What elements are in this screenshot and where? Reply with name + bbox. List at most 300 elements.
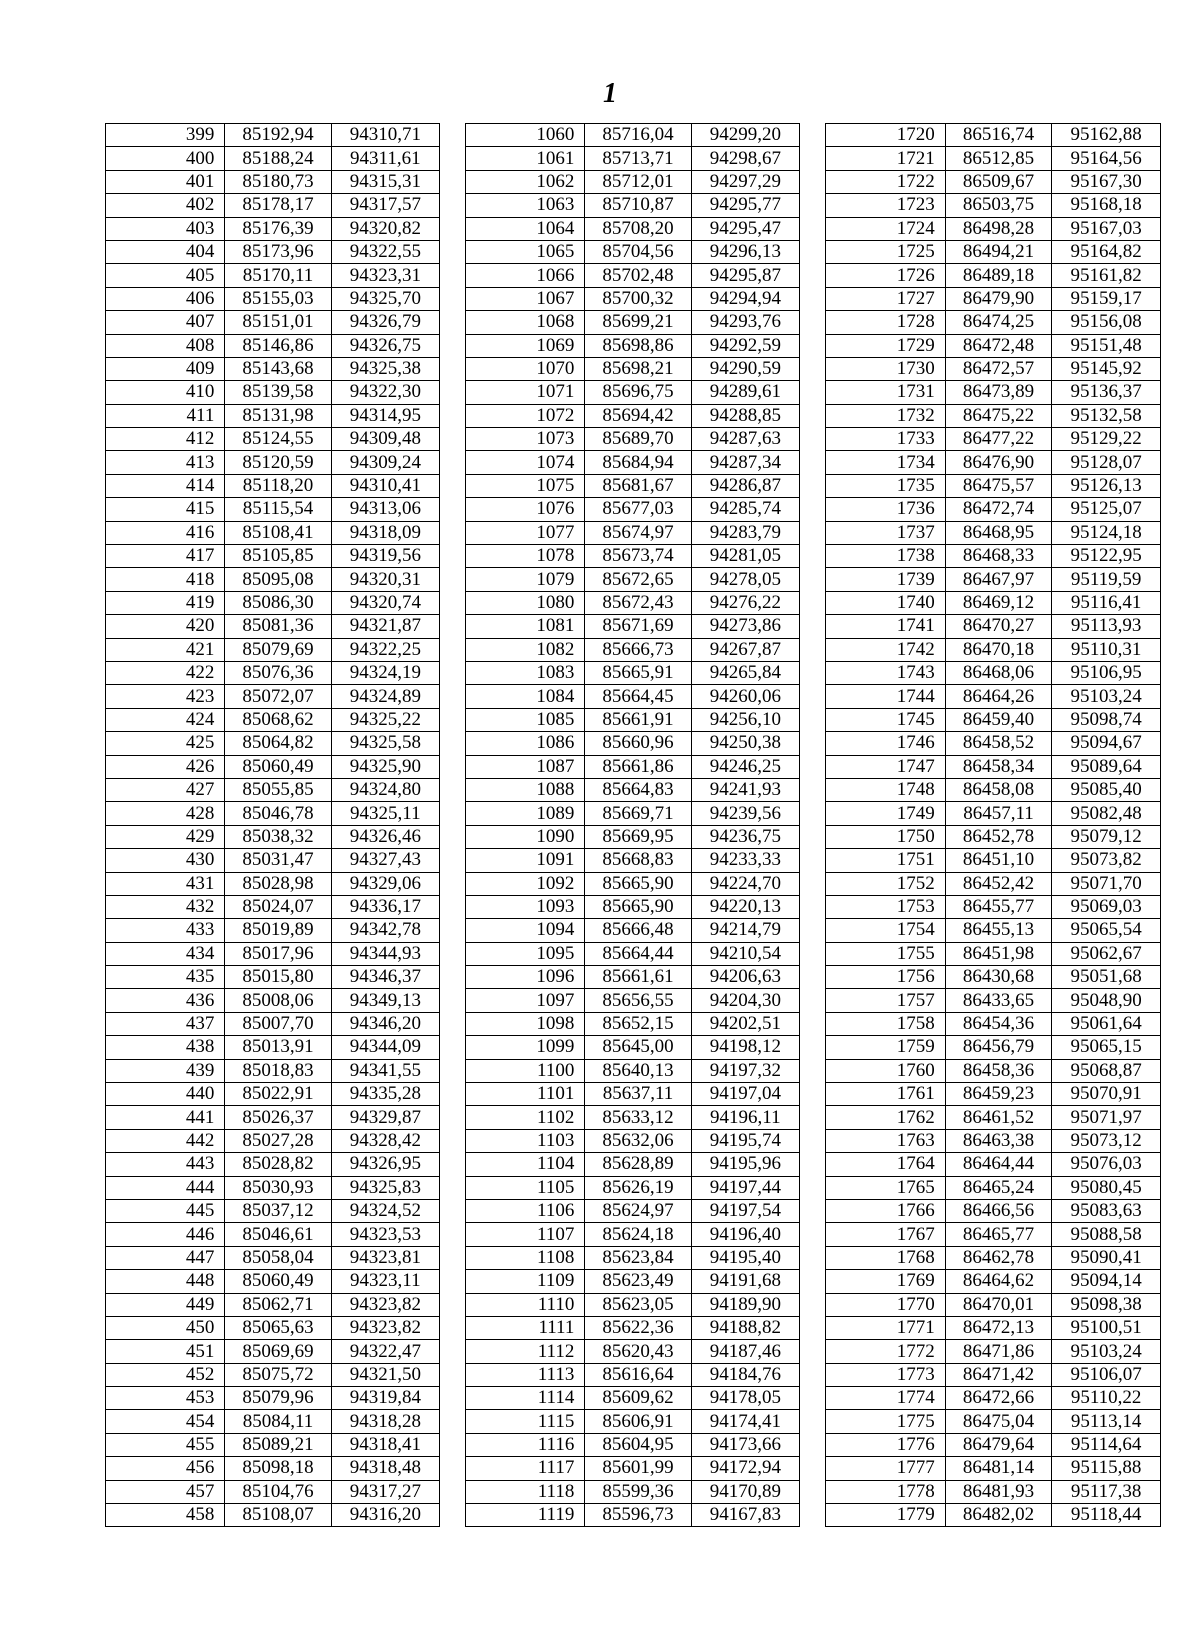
x-coordinate-cell: 86479,90 xyxy=(945,287,1052,310)
point-number-cell: 1755 xyxy=(826,942,946,965)
y-coordinate-cell: 94265,84 xyxy=(691,661,799,684)
point-number-cell: 409 xyxy=(106,357,225,380)
x-coordinate-cell: 85623,05 xyxy=(585,1293,691,1316)
x-coordinate-cell: 85708,20 xyxy=(585,217,691,240)
table-row xyxy=(826,1012,1161,1035)
table-row xyxy=(826,1433,1161,1456)
point-number-cell: 449 xyxy=(106,1293,225,1316)
x-coordinate-cell: 85176,39 xyxy=(225,217,331,240)
x-coordinate-cell: 85694,42 xyxy=(585,404,691,427)
x-coordinate-cell: 86467,97 xyxy=(945,568,1052,591)
point-number-cell: 1091 xyxy=(466,849,585,872)
y-coordinate-cell: 95145,92 xyxy=(1052,357,1161,380)
point-number-cell: 1767 xyxy=(826,1223,946,1246)
y-coordinate-cell: 94310,41 xyxy=(331,474,439,497)
y-coordinate-cell: 95061,64 xyxy=(1052,1012,1161,1035)
table-row xyxy=(106,966,440,989)
y-coordinate-cell: 94299,20 xyxy=(691,124,799,147)
table-row xyxy=(106,942,440,965)
x-coordinate-cell: 85664,44 xyxy=(585,942,691,965)
point-number-cell: 1722 xyxy=(826,170,946,193)
y-coordinate-cell: 94317,57 xyxy=(331,194,439,217)
point-number-cell: 1730 xyxy=(826,357,946,380)
x-coordinate-cell: 86458,08 xyxy=(945,778,1052,801)
x-coordinate-cell: 85623,84 xyxy=(585,1246,691,1269)
table-row xyxy=(106,989,440,1012)
y-coordinate-cell: 95167,03 xyxy=(1052,217,1161,240)
y-coordinate-cell: 95085,40 xyxy=(1052,778,1161,801)
point-number-cell: 413 xyxy=(106,451,225,474)
point-number-cell: 430 xyxy=(106,849,225,872)
point-number-cell: 410 xyxy=(106,381,225,404)
point-number-cell: 431 xyxy=(106,872,225,895)
x-coordinate-cell: 85105,85 xyxy=(225,545,331,568)
y-coordinate-cell: 95132,58 xyxy=(1052,404,1161,427)
x-coordinate-cell: 85637,11 xyxy=(585,1083,691,1106)
y-coordinate-cell: 94336,17 xyxy=(331,895,439,918)
table-row xyxy=(466,498,800,521)
table-row xyxy=(826,264,1161,287)
x-coordinate-cell: 86465,24 xyxy=(945,1176,1052,1199)
y-coordinate-cell: 94281,05 xyxy=(691,545,799,568)
x-coordinate-cell: 86463,38 xyxy=(945,1129,1052,1152)
x-coordinate-cell: 85596,73 xyxy=(585,1504,691,1527)
x-coordinate-cell: 86472,74 xyxy=(945,498,1052,521)
y-coordinate-cell: 94325,90 xyxy=(331,755,439,778)
x-coordinate-cell: 86433,65 xyxy=(945,989,1052,1012)
table-row xyxy=(106,217,440,240)
x-coordinate-cell: 85026,37 xyxy=(225,1106,331,1129)
x-coordinate-cell: 85626,19 xyxy=(585,1176,691,1199)
x-coordinate-cell: 85689,70 xyxy=(585,428,691,451)
x-coordinate-cell: 86472,57 xyxy=(945,357,1052,380)
table-row xyxy=(106,895,440,918)
point-number-cell: 407 xyxy=(106,311,225,334)
point-number-cell: 1751 xyxy=(826,849,946,872)
table-row xyxy=(106,264,440,287)
x-coordinate-cell: 85131,98 xyxy=(225,404,331,427)
table-row xyxy=(106,124,440,147)
point-number-cell: 1074 xyxy=(466,451,585,474)
y-coordinate-cell: 94319,56 xyxy=(331,545,439,568)
y-coordinate-cell: 94346,37 xyxy=(331,966,439,989)
y-coordinate-cell: 94191,68 xyxy=(691,1270,799,1293)
table-row xyxy=(466,966,800,989)
y-coordinate-cell: 94324,19 xyxy=(331,661,439,684)
y-coordinate-cell: 95110,22 xyxy=(1052,1387,1161,1410)
table-row xyxy=(466,591,800,614)
y-coordinate-cell: 94189,90 xyxy=(691,1293,799,1316)
y-coordinate-cell: 94320,31 xyxy=(331,568,439,591)
x-coordinate-cell: 86458,52 xyxy=(945,732,1052,755)
point-number-cell: 1756 xyxy=(826,966,946,989)
point-number-cell: 1094 xyxy=(466,919,585,942)
table-row xyxy=(826,615,1161,638)
point-number-cell: 423 xyxy=(106,685,225,708)
point-number-cell: 1769 xyxy=(826,1270,946,1293)
table-row xyxy=(826,989,1161,1012)
y-coordinate-cell: 94172,94 xyxy=(691,1457,799,1480)
point-number-cell: 1079 xyxy=(466,568,585,591)
point-number-cell: 1117 xyxy=(466,1457,585,1480)
table-row xyxy=(466,568,800,591)
x-coordinate-cell: 85046,78 xyxy=(225,802,331,825)
point-number-cell: 1118 xyxy=(466,1480,585,1503)
point-number-cell: 440 xyxy=(106,1083,225,1106)
point-number-cell: 1762 xyxy=(826,1106,946,1129)
y-coordinate-cell: 94197,54 xyxy=(691,1199,799,1222)
point-number-cell: 1746 xyxy=(826,732,946,755)
point-number-cell: 447 xyxy=(106,1246,225,1269)
x-coordinate-cell: 85139,58 xyxy=(225,381,331,404)
table-row xyxy=(106,1199,440,1222)
x-coordinate-cell: 85696,75 xyxy=(585,381,691,404)
table-row xyxy=(106,1129,440,1152)
table-row xyxy=(466,1106,800,1129)
y-coordinate-cell: 95129,22 xyxy=(1052,428,1161,451)
x-coordinate-cell: 85652,15 xyxy=(585,1012,691,1035)
x-coordinate-cell: 85623,49 xyxy=(585,1270,691,1293)
table-row xyxy=(466,334,800,357)
point-number-cell: 443 xyxy=(106,1153,225,1176)
point-number-cell: 441 xyxy=(106,1106,225,1129)
x-coordinate-cell: 86459,40 xyxy=(945,708,1052,731)
x-coordinate-cell: 86452,42 xyxy=(945,872,1052,895)
x-coordinate-cell: 85633,12 xyxy=(585,1106,691,1129)
x-coordinate-cell: 85668,83 xyxy=(585,849,691,872)
point-number-cell: 438 xyxy=(106,1036,225,1059)
table-row xyxy=(466,825,800,848)
x-coordinate-cell: 85702,48 xyxy=(585,264,691,287)
point-number-cell: 421 xyxy=(106,638,225,661)
x-coordinate-cell: 86476,90 xyxy=(945,451,1052,474)
table-row xyxy=(826,1457,1161,1480)
point-number-cell: 1103 xyxy=(466,1129,585,1152)
table-row xyxy=(466,1293,800,1316)
y-coordinate-cell: 94178,05 xyxy=(691,1387,799,1410)
point-number-cell: 1764 xyxy=(826,1153,946,1176)
y-coordinate-cell: 94324,80 xyxy=(331,778,439,801)
x-coordinate-cell: 86459,23 xyxy=(945,1083,1052,1106)
y-coordinate-cell: 94322,30 xyxy=(331,381,439,404)
table-row xyxy=(826,1083,1161,1106)
table-row xyxy=(106,1059,440,1082)
x-coordinate-cell: 86472,66 xyxy=(945,1387,1052,1410)
point-number-cell: 1113 xyxy=(466,1363,585,1386)
table-row xyxy=(826,1293,1161,1316)
y-coordinate-cell: 95110,31 xyxy=(1052,638,1161,661)
table-row xyxy=(826,849,1161,872)
point-number-cell: 444 xyxy=(106,1176,225,1199)
point-number-cell: 399 xyxy=(106,124,225,147)
y-coordinate-cell: 95119,59 xyxy=(1052,568,1161,591)
x-coordinate-cell: 85018,83 xyxy=(225,1059,331,1082)
table-row xyxy=(106,872,440,895)
point-number-cell: 1775 xyxy=(826,1410,946,1433)
x-coordinate-cell: 85038,32 xyxy=(225,825,331,848)
x-coordinate-cell: 85632,06 xyxy=(585,1129,691,1152)
point-number-cell: 455 xyxy=(106,1433,225,1456)
x-coordinate-cell: 86470,27 xyxy=(945,615,1052,638)
x-coordinate-cell: 86472,48 xyxy=(945,334,1052,357)
x-coordinate-cell: 86509,67 xyxy=(945,170,1052,193)
y-coordinate-cell: 94318,28 xyxy=(331,1410,439,1433)
table-row xyxy=(106,147,440,170)
table-row xyxy=(106,428,440,451)
x-coordinate-cell: 85606,91 xyxy=(585,1410,691,1433)
y-coordinate-cell: 94224,70 xyxy=(691,872,799,895)
x-coordinate-cell: 85178,17 xyxy=(225,194,331,217)
point-number-cell: 1062 xyxy=(466,170,585,193)
x-coordinate-cell: 85665,90 xyxy=(585,872,691,895)
x-coordinate-cell: 86475,22 xyxy=(945,404,1052,427)
y-coordinate-cell: 94326,95 xyxy=(331,1153,439,1176)
point-number-cell: 428 xyxy=(106,802,225,825)
table-row xyxy=(826,708,1161,731)
table-row xyxy=(106,381,440,404)
y-coordinate-cell: 95098,74 xyxy=(1052,708,1161,731)
point-number-cell: 427 xyxy=(106,778,225,801)
y-coordinate-cell: 95079,12 xyxy=(1052,825,1161,848)
x-coordinate-cell: 86468,33 xyxy=(945,545,1052,568)
x-coordinate-cell: 85671,69 xyxy=(585,615,691,638)
x-coordinate-cell: 85058,04 xyxy=(225,1246,331,1269)
x-coordinate-cell: 85672,43 xyxy=(585,591,691,614)
y-coordinate-cell: 95164,82 xyxy=(1052,240,1161,263)
y-coordinate-cell: 94287,63 xyxy=(691,428,799,451)
table-row xyxy=(106,404,440,427)
point-number-cell: 1071 xyxy=(466,381,585,404)
y-coordinate-cell: 94233,33 xyxy=(691,849,799,872)
x-coordinate-cell: 85664,83 xyxy=(585,778,691,801)
point-number-cell: 450 xyxy=(106,1316,225,1339)
x-coordinate-cell: 86469,12 xyxy=(945,591,1052,614)
point-number-cell: 1060 xyxy=(466,124,585,147)
table-row xyxy=(106,778,440,801)
y-coordinate-cell: 95106,95 xyxy=(1052,661,1161,684)
table-row xyxy=(826,802,1161,825)
point-number-cell: 1068 xyxy=(466,311,585,334)
coordinate-table-2 xyxy=(465,123,800,1527)
point-number-cell: 422 xyxy=(106,661,225,684)
y-coordinate-cell: 94325,38 xyxy=(331,357,439,380)
point-number-cell: 435 xyxy=(106,966,225,989)
table-row xyxy=(106,755,440,778)
y-coordinate-cell: 94319,84 xyxy=(331,1387,439,1410)
point-number-cell: 1078 xyxy=(466,545,585,568)
y-coordinate-cell: 94290,59 xyxy=(691,357,799,380)
x-coordinate-cell: 85084,11 xyxy=(225,1410,331,1433)
x-coordinate-cell: 85108,41 xyxy=(225,521,331,544)
x-coordinate-cell: 86471,42 xyxy=(945,1363,1052,1386)
point-number-cell: 1111 xyxy=(466,1316,585,1339)
point-number-cell: 1112 xyxy=(466,1340,585,1363)
x-coordinate-cell: 85104,76 xyxy=(225,1480,331,1503)
table-row xyxy=(826,334,1161,357)
point-number-cell: 1727 xyxy=(826,287,946,310)
table-row xyxy=(106,240,440,263)
y-coordinate-cell: 95126,13 xyxy=(1052,474,1161,497)
table-row xyxy=(826,1129,1161,1152)
table-row xyxy=(826,1480,1161,1503)
x-coordinate-cell: 85599,36 xyxy=(585,1480,691,1503)
x-coordinate-cell: 85624,97 xyxy=(585,1199,691,1222)
x-coordinate-cell: 86470,01 xyxy=(945,1293,1052,1316)
y-coordinate-cell: 95068,87 xyxy=(1052,1059,1161,1082)
table-row xyxy=(466,1059,800,1082)
y-coordinate-cell: 95162,88 xyxy=(1052,124,1161,147)
y-coordinate-cell: 94188,82 xyxy=(691,1316,799,1339)
point-number-cell: 1761 xyxy=(826,1083,946,1106)
table-row xyxy=(466,849,800,872)
table-row xyxy=(826,217,1161,240)
table-row xyxy=(466,1083,800,1106)
x-coordinate-cell: 85024,07 xyxy=(225,895,331,918)
x-coordinate-cell: 85669,71 xyxy=(585,802,691,825)
x-coordinate-cell: 85007,70 xyxy=(225,1012,331,1035)
y-coordinate-cell: 94309,24 xyxy=(331,451,439,474)
table-row xyxy=(466,1340,800,1363)
x-coordinate-cell: 86456,79 xyxy=(945,1036,1052,1059)
y-coordinate-cell: 95071,70 xyxy=(1052,872,1161,895)
y-coordinate-cell: 94170,89 xyxy=(691,1480,799,1503)
point-number-cell: 1069 xyxy=(466,334,585,357)
point-number-cell: 1087 xyxy=(466,755,585,778)
table-row xyxy=(466,1410,800,1433)
y-coordinate-cell: 95136,37 xyxy=(1052,381,1161,404)
y-coordinate-cell: 94323,53 xyxy=(331,1223,439,1246)
coordinate-table-3 xyxy=(825,123,1161,1527)
y-coordinate-cell: 95073,12 xyxy=(1052,1129,1161,1152)
point-number-cell: 1083 xyxy=(466,661,585,684)
table-row xyxy=(466,194,800,217)
x-coordinate-cell: 85656,55 xyxy=(585,989,691,1012)
point-number-cell: 1114 xyxy=(466,1387,585,1410)
x-coordinate-cell: 85068,62 xyxy=(225,708,331,731)
point-number-cell: 419 xyxy=(106,591,225,614)
table-row xyxy=(466,147,800,170)
y-coordinate-cell: 94324,52 xyxy=(331,1199,439,1222)
point-number-cell: 1733 xyxy=(826,428,946,451)
y-coordinate-cell: 94317,27 xyxy=(331,1480,439,1503)
point-number-cell: 1728 xyxy=(826,311,946,334)
y-coordinate-cell: 94198,12 xyxy=(691,1036,799,1059)
point-number-cell: 439 xyxy=(106,1059,225,1082)
point-number-cell: 1763 xyxy=(826,1129,946,1152)
y-coordinate-cell: 94315,31 xyxy=(331,170,439,193)
y-coordinate-cell: 94314,95 xyxy=(331,404,439,427)
point-number-cell: 1779 xyxy=(826,1504,946,1527)
x-coordinate-cell: 85665,90 xyxy=(585,895,691,918)
point-number-cell: 1731 xyxy=(826,381,946,404)
point-number-cell: 442 xyxy=(106,1129,225,1152)
table-row xyxy=(106,474,440,497)
table-row xyxy=(106,1246,440,1269)
point-number-cell: 1720 xyxy=(826,124,946,147)
y-coordinate-cell: 94313,06 xyxy=(331,498,439,521)
x-coordinate-cell: 85155,03 xyxy=(225,287,331,310)
point-number-cell: 1734 xyxy=(826,451,946,474)
point-number-cell: 434 xyxy=(106,942,225,965)
x-coordinate-cell: 85108,07 xyxy=(225,1504,331,1527)
x-coordinate-cell: 85666,73 xyxy=(585,638,691,661)
x-coordinate-cell: 86462,78 xyxy=(945,1246,1052,1269)
y-coordinate-cell: 94187,46 xyxy=(691,1340,799,1363)
y-coordinate-cell: 94174,41 xyxy=(691,1410,799,1433)
x-coordinate-cell: 85640,13 xyxy=(585,1059,691,1082)
y-coordinate-cell: 94320,82 xyxy=(331,217,439,240)
point-number-cell: 1090 xyxy=(466,825,585,848)
x-coordinate-cell: 86458,36 xyxy=(945,1059,1052,1082)
y-coordinate-cell: 95156,08 xyxy=(1052,311,1161,334)
table-row xyxy=(106,1223,440,1246)
y-coordinate-cell: 95090,41 xyxy=(1052,1246,1161,1269)
x-coordinate-cell: 86481,93 xyxy=(945,1480,1052,1503)
x-coordinate-cell: 85673,74 xyxy=(585,545,691,568)
y-coordinate-cell: 95070,91 xyxy=(1052,1083,1161,1106)
x-coordinate-cell: 85704,56 xyxy=(585,240,691,263)
y-coordinate-cell: 94292,59 xyxy=(691,334,799,357)
y-coordinate-cell: 95094,67 xyxy=(1052,732,1161,755)
y-coordinate-cell: 94220,13 xyxy=(691,895,799,918)
point-number-cell: 404 xyxy=(106,240,225,263)
table-row xyxy=(106,194,440,217)
point-number-cell: 433 xyxy=(106,919,225,942)
x-coordinate-cell: 85674,97 xyxy=(585,521,691,544)
y-coordinate-cell: 95106,07 xyxy=(1052,1363,1161,1386)
x-coordinate-cell: 85124,55 xyxy=(225,428,331,451)
point-number-cell: 1750 xyxy=(826,825,946,848)
x-coordinate-cell: 86430,68 xyxy=(945,966,1052,989)
point-number-cell: 1080 xyxy=(466,591,585,614)
table-row xyxy=(466,1223,800,1246)
x-coordinate-cell: 85616,64 xyxy=(585,1363,691,1386)
table-row xyxy=(466,919,800,942)
table-row xyxy=(106,1316,440,1339)
y-coordinate-cell: 95128,07 xyxy=(1052,451,1161,474)
point-number-cell: 400 xyxy=(106,147,225,170)
y-coordinate-cell: 95161,82 xyxy=(1052,264,1161,287)
point-number-cell: 1106 xyxy=(466,1199,585,1222)
point-number-cell: 457 xyxy=(106,1480,225,1503)
y-coordinate-cell: 95069,03 xyxy=(1052,895,1161,918)
table-row xyxy=(826,498,1161,521)
point-number-cell: 1757 xyxy=(826,989,946,1012)
y-coordinate-cell: 95094,14 xyxy=(1052,1270,1161,1293)
point-number-cell: 451 xyxy=(106,1340,225,1363)
table-row xyxy=(466,755,800,778)
table-row xyxy=(466,895,800,918)
x-coordinate-cell: 85645,00 xyxy=(585,1036,691,1059)
table-row xyxy=(826,942,1161,965)
table-row xyxy=(106,451,440,474)
y-coordinate-cell: 94184,76 xyxy=(691,1363,799,1386)
point-number-cell: 420 xyxy=(106,615,225,638)
point-number-cell: 1065 xyxy=(466,240,585,263)
table-row xyxy=(106,1270,440,1293)
x-coordinate-cell: 85601,99 xyxy=(585,1457,691,1480)
y-coordinate-cell: 95122,95 xyxy=(1052,545,1161,568)
point-number-cell: 1092 xyxy=(466,872,585,895)
x-coordinate-cell: 85065,63 xyxy=(225,1316,331,1339)
x-coordinate-cell: 86475,04 xyxy=(945,1410,1052,1433)
table-row xyxy=(466,778,800,801)
point-number-cell: 1721 xyxy=(826,147,946,170)
table-row xyxy=(826,1223,1161,1246)
page-number: 1 xyxy=(603,78,617,109)
x-coordinate-cell: 86451,98 xyxy=(945,942,1052,965)
point-number-cell: 1095 xyxy=(466,942,585,965)
